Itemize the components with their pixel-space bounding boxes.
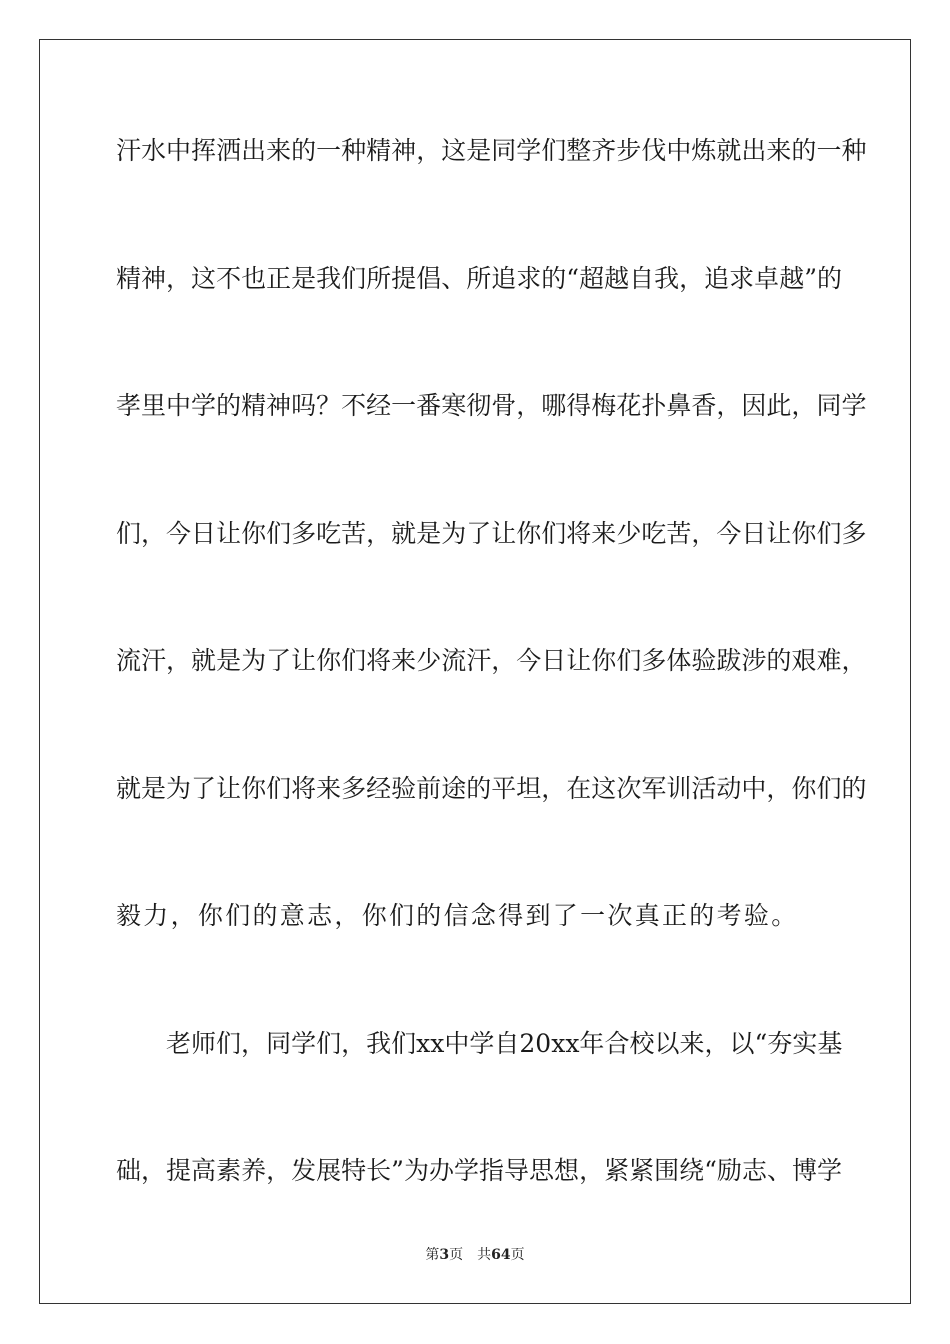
page-number: 3 <box>439 1247 450 1263</box>
text-line-2: 精 神 ， 这 不 也 正 是 我 们 所 提 倡 、 所 追 求 的 “ 超 越 自 我 ， 追 求 卓 越 ” 的 <box>116 263 842 293</box>
text-line-6: 就 是 为 了 让 你 们 将 来 多 经 验 前 途 的 平 坦 ， 在 这 次 军 训 活 动 中 ， 你 们 的 <box>116 773 867 803</box>
page-prefix: 第 <box>425 1247 440 1263</box>
total-prefix: 共 <box>477 1247 492 1263</box>
page-suffix: 页 <box>449 1247 464 1263</box>
text-line-4: 们 ， 今 日 让 你 们 多 吃 苦 ， 就 是 为 了 让 你 们 将 来 少 吃 苦 ， 今 日 让 你 们 多 <box>116 518 867 548</box>
text-line-3: 孝 里 中 学 的 精 神 吗 ？ 不 经 一 番 寒 彻 骨 ， 哪 得 梅 花 扑 鼻 香 ， 因 此 ， 同 学 <box>116 391 867 420</box>
total-suffix: 页 <box>510 1247 525 1263</box>
paragraph-first-line: 老 师 们 ， 同 学 们 ， 我 们 xx 中 学 自 20xx 年 合 校 以 来 ， 以 “ 夯 实 基 <box>166 1028 843 1058</box>
document-body <box>116 125 867 1273</box>
text-line-9: 础 ， 提 高 素 养 ， 发 展 特 长 ” 为 办 学 指 导 思 想 ， 紧 紧 围 绕 “ 励 志 、 博 学 <box>116 1156 842 1185</box>
page-footer <box>0 1245 950 1265</box>
text-line-1: 汗 水 中 挥 洒 出 来 的 一 种 精 神 ， 这 是 同 学 们 整 齐 步 伐 中 炼 就 出 来 的 一 种 <box>116 136 867 165</box>
text-line-7: 毅力，你们的意志，你们的信念得到了一次真正的考验。 <box>116 901 799 930</box>
total-pages: 64 <box>491 1247 511 1263</box>
text-line-5: 流 汗 ， 就 是 为 了 让 你 们 将 来 少 流 汗 ， 今 日 让 你 们 多 体 验 跋 涉 的 艰 难 ， <box>116 646 867 675</box>
